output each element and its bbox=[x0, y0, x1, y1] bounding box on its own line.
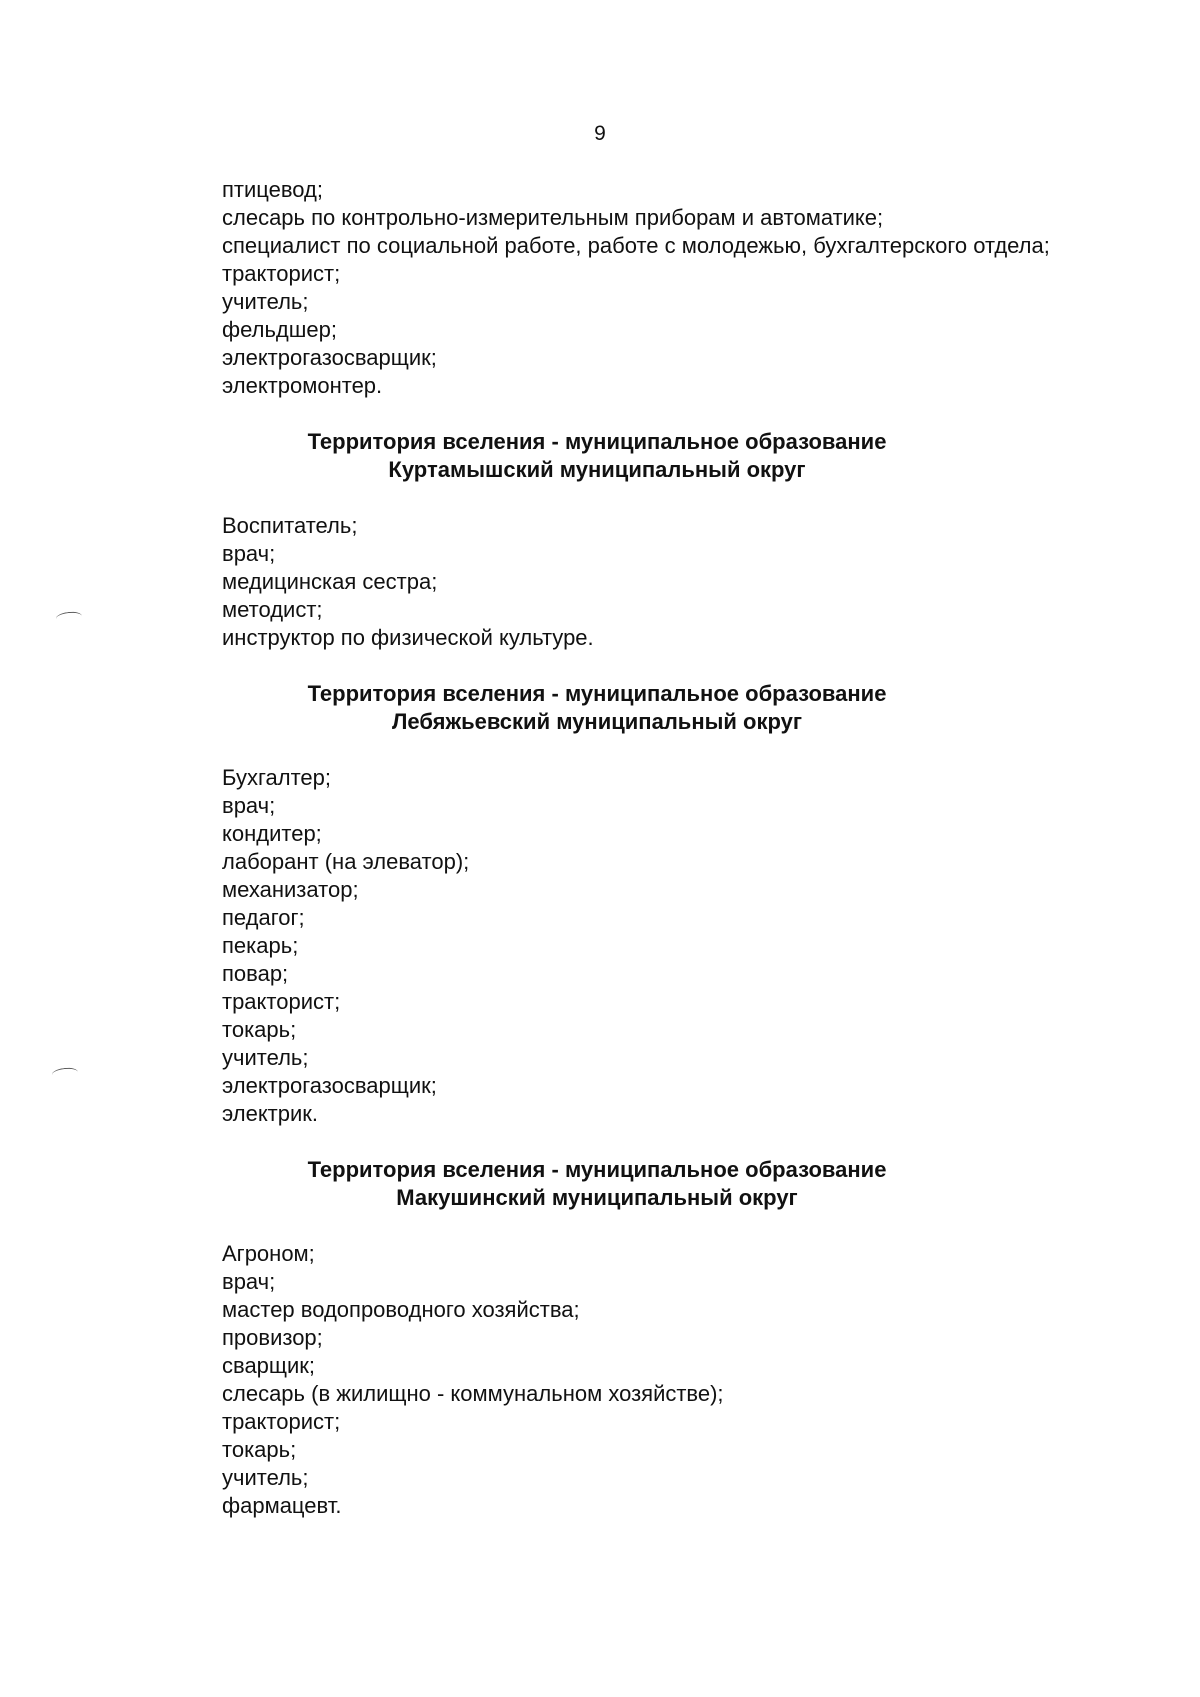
list-item: Бухгалтер; bbox=[222, 765, 331, 790]
list-item: токарь; bbox=[222, 1437, 297, 1462]
list-item: инструктор по физической культуре. bbox=[222, 625, 594, 650]
section-makushino bbox=[222, 1156, 1162, 1520]
section-heading bbox=[222, 1156, 972, 1212]
intro-list bbox=[222, 176, 1162, 400]
heading-line: Территория вселения - муниципальное образование bbox=[307, 429, 887, 454]
list-item: учитель; bbox=[222, 289, 309, 314]
page-number: 9 bbox=[594, 122, 606, 145]
list-item: электрогазосварщик; bbox=[222, 1073, 437, 1098]
list-item: механизатор; bbox=[222, 877, 359, 902]
list-item: электрогазосварщик; bbox=[222, 345, 437, 370]
list-item: врач; bbox=[222, 793, 276, 818]
list-item: специалист по социальной работе, работе с молодежью, бухгалтерского отдела; bbox=[222, 233, 1050, 258]
list-item: тракторист; bbox=[222, 1409, 341, 1434]
list-item: токарь; bbox=[222, 1017, 297, 1042]
scan-mark bbox=[55, 611, 82, 625]
list-item: электрик. bbox=[222, 1101, 319, 1126]
list-item: Агроном; bbox=[222, 1241, 315, 1266]
heading-line: Макушинский муниципальный округ bbox=[396, 1185, 798, 1210]
list-item: тракторист; bbox=[222, 261, 341, 286]
list-item: врач; bbox=[222, 541, 276, 566]
list-item: птицевод; bbox=[222, 177, 324, 202]
list-item: врач; bbox=[222, 1269, 276, 1294]
section-heading bbox=[222, 680, 972, 736]
list-item: электромонтер. bbox=[222, 373, 383, 398]
heading-line: Лебяжьевский муниципальный округ bbox=[391, 709, 803, 734]
list-item: пекарь; bbox=[222, 933, 299, 958]
list-item: методист; bbox=[222, 597, 323, 622]
list-item: Воспитатель; bbox=[222, 513, 358, 538]
list-item: сварщик; bbox=[222, 1353, 316, 1378]
list-item: медицинская сестра; bbox=[222, 569, 438, 594]
list-item: тракторист; bbox=[222, 989, 341, 1014]
list-item: слесарь по контрольно-измерительным приборам и автоматике; bbox=[222, 205, 884, 230]
list-item: фельдшер; bbox=[222, 317, 337, 342]
list-item: лаборант (на элеватор); bbox=[222, 849, 470, 874]
heading-line: Куртамышский муниципальный округ bbox=[388, 457, 806, 482]
scan-mark bbox=[51, 1067, 78, 1081]
profession-list bbox=[222, 512, 1162, 652]
list-item: учитель; bbox=[222, 1465, 309, 1490]
section-heading bbox=[222, 428, 972, 484]
list-item: провизор; bbox=[222, 1325, 323, 1350]
section-lebyazhye bbox=[222, 680, 1162, 1128]
list-item: слесарь (в жилищно - коммунальном хозяйстве); bbox=[222, 1381, 724, 1406]
list-item: повар; bbox=[222, 961, 289, 986]
list-item: мастер водопроводного хозяйства; bbox=[222, 1297, 580, 1322]
document-body bbox=[222, 176, 1162, 1520]
profession-list bbox=[222, 1240, 1162, 1520]
profession-list bbox=[222, 764, 1162, 1128]
heading-line: Территория вселения - муниципальное образование bbox=[307, 681, 887, 706]
list-item: педагог; bbox=[222, 905, 305, 930]
section-kurtamysh bbox=[222, 428, 1162, 652]
list-item: кондитер; bbox=[222, 821, 322, 846]
heading-line: Территория вселения - муниципальное образование bbox=[307, 1157, 887, 1182]
list-item: фармацевт. bbox=[222, 1493, 342, 1518]
list-item: учитель; bbox=[222, 1045, 309, 1070]
